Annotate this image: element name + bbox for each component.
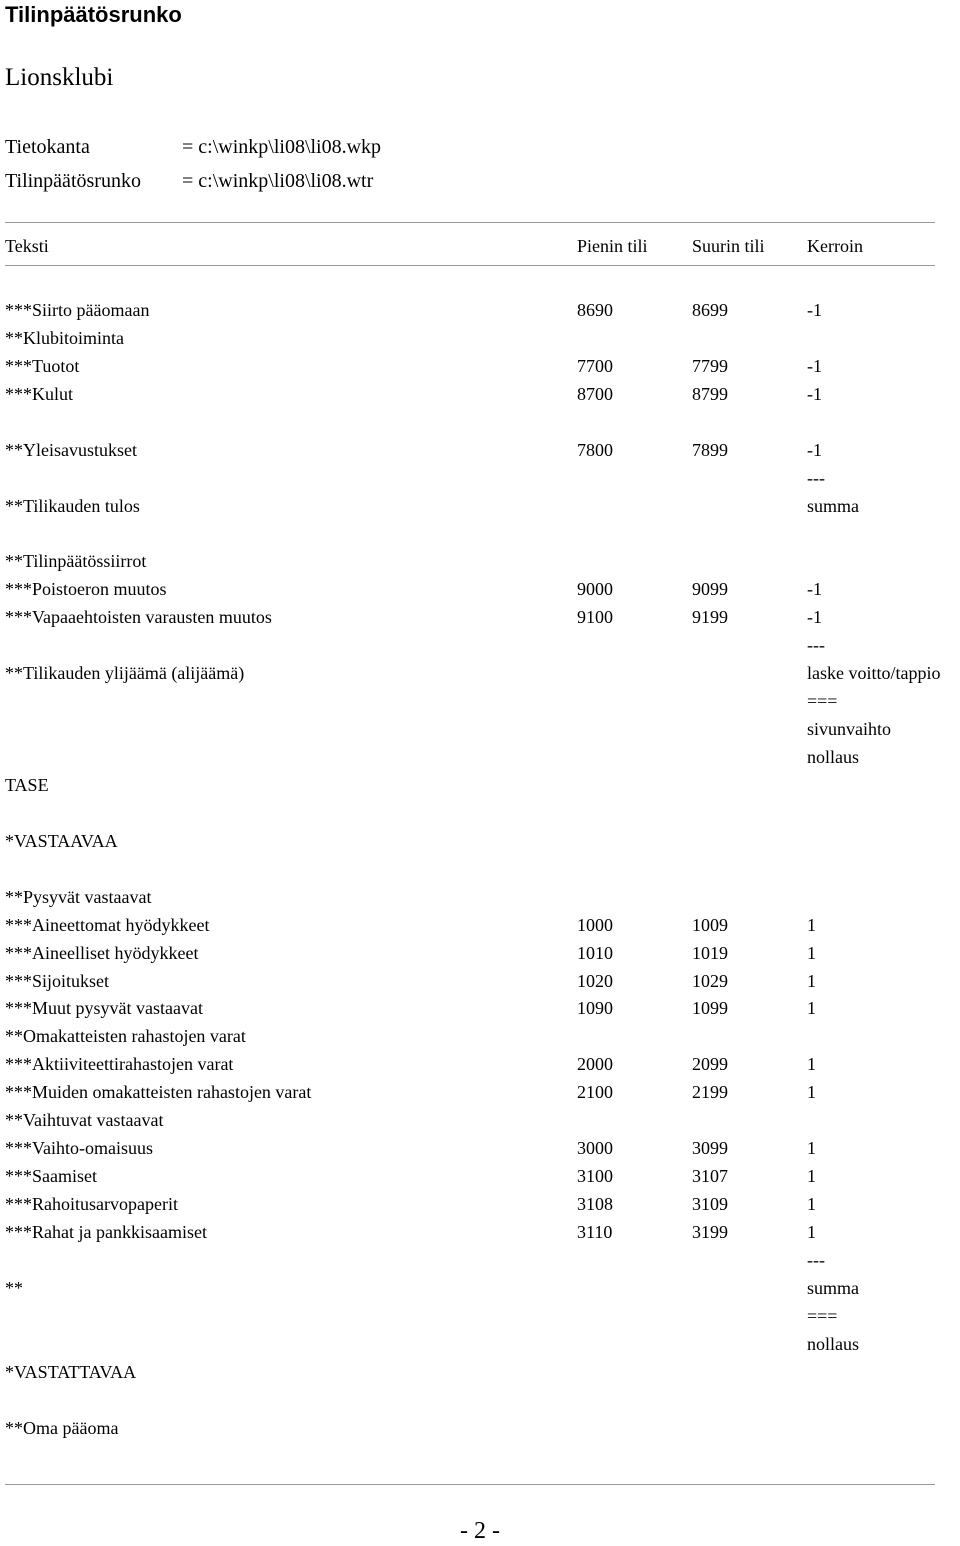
row-factor: 1	[807, 970, 816, 991]
table-row	[0, 1106, 960, 1134]
row-min-account: 3108	[577, 1194, 613, 1214]
column-header-min: Pienin tili	[577, 236, 648, 256]
row-min-account: 2100	[577, 1082, 613, 1103]
row-text: ***Kulut	[5, 383, 74, 404]
table-row	[0, 743, 960, 771]
row-max-account: 3109	[692, 1194, 728, 1214]
document-title: Tilinpäätösrunko	[5, 2, 182, 27]
row-factor: 1	[807, 998, 816, 1019]
row-text: ***Aineelliset hyödykkeet	[5, 942, 199, 963]
row-text: ***Aineettomat hyödykkeet	[5, 914, 210, 935]
row-max-account: 2099	[692, 1054, 728, 1075]
row-text: *VASTAAVAA	[5, 830, 118, 851]
row-max-account: 3099	[692, 1138, 728, 1159]
row-text: **Pysyvät vastaavat	[5, 886, 152, 907]
table-row	[0, 659, 960, 687]
info-label: Tilinpäätösrunko	[5, 170, 141, 192]
table-row	[0, 1414, 960, 1442]
account-rows	[0, 296, 960, 1441]
row-max-account: 7799	[692, 355, 728, 376]
row-factor: 1	[807, 914, 816, 935]
row-factor: -1	[807, 383, 822, 404]
row-max-account: 3107	[692, 1166, 728, 1187]
row-factor: -1	[807, 300, 822, 320]
row-factor: ---	[807, 1249, 825, 1270]
table-row	[0, 492, 960, 520]
row-min-account: 2000	[577, 1054, 613, 1075]
page-number: - 2 -	[460, 1518, 500, 1544]
row-text: *VASTATTAVAA	[5, 1361, 137, 1382]
info-value: = c:\winkp\li08\li08.wtr	[182, 170, 374, 192]
table-row	[0, 1358, 960, 1386]
row-factor: 1	[807, 1054, 816, 1075]
table-row	[0, 1134, 960, 1162]
row-factor: nollaus	[807, 747, 859, 767]
row-factor: -1	[807, 607, 822, 628]
table-row	[0, 1386, 960, 1414]
row-factor: -1	[807, 439, 822, 460]
table-row	[0, 967, 960, 995]
row-text: ***Vapaaehtoisten varausten muutos	[5, 607, 272, 628]
row-factor: -1	[807, 355, 822, 376]
row-text: ***Poistoeron muutos	[5, 579, 167, 600]
row-text: **Vaihtuvat vastaavat	[5, 1110, 164, 1131]
table-row	[0, 603, 960, 631]
row-min-account: 1020	[577, 970, 613, 991]
row-factor: sivunvaihto	[807, 719, 891, 740]
table-row	[0, 715, 960, 743]
row-text: ***Siirto pääomaan	[5, 300, 150, 320]
table-row	[0, 1330, 960, 1358]
row-max-account: 1009	[692, 914, 728, 935]
row-text: ***Rahoitusarvopaperit	[5, 1194, 178, 1214]
info-label: Tietokanta	[5, 136, 90, 158]
row-max-account: 8799	[692, 383, 728, 404]
row-text: TASE	[5, 774, 49, 795]
row-max-account: 1099	[692, 998, 728, 1019]
row-max-account: 8699	[692, 300, 728, 320]
row-factor: ---	[807, 635, 825, 656]
row-text: **Oma pääoma	[5, 1417, 119, 1438]
row-max-account: 2199	[692, 1082, 728, 1103]
table-row	[0, 799, 960, 827]
document-subtitle: Lionsklubi	[5, 64, 114, 91]
footer-rule	[5, 1484, 935, 1485]
row-text: **Omakatteisten rahastojen varat	[5, 1026, 246, 1047]
row-min-account: 1000	[577, 914, 613, 935]
row-factor: -1	[807, 579, 822, 600]
table-row	[0, 687, 960, 715]
table-row	[0, 1190, 960, 1218]
table-row	[0, 380, 960, 408]
row-text: **Yleisavustukset	[5, 439, 137, 460]
row-text: ***Rahat ja pankkisaamiset	[5, 1221, 207, 1242]
table-row	[0, 324, 960, 352]
row-factor: summa	[807, 495, 859, 516]
table-row	[0, 575, 960, 603]
row-min-account: 8700	[577, 383, 613, 404]
header-bottom-rule	[5, 265, 935, 266]
row-factor: laske voitto/tappio	[807, 663, 941, 684]
column-header-text: Teksti	[5, 236, 49, 256]
row-text: **Tilikauden tulos	[5, 495, 140, 516]
row-text: ***Muiden omakatteisten rahastojen varat	[5, 1082, 312, 1103]
table-row	[0, 547, 960, 575]
row-factor: 1	[807, 1221, 816, 1242]
table-row	[0, 520, 960, 548]
row-min-account: 9000	[577, 579, 613, 600]
table-row	[0, 1218, 960, 1246]
table-row	[0, 408, 960, 436]
row-text: **	[5, 1277, 23, 1298]
row-factor: nollaus	[807, 1333, 859, 1354]
table-row	[0, 464, 960, 492]
table-row	[0, 1078, 960, 1106]
table-row	[0, 911, 960, 939]
row-factor: ===	[807, 1305, 838, 1326]
table-row	[0, 1274, 960, 1302]
row-factor: 1	[807, 1194, 816, 1214]
row-text: ***Muut pysyvät vastaavat	[5, 998, 203, 1019]
row-text: **Klubitoiminta	[5, 327, 124, 348]
row-text: ***Vaihto-omaisuus	[5, 1138, 153, 1159]
table-row	[0, 436, 960, 464]
row-factor: 1	[807, 1082, 816, 1103]
row-min-account: 8690	[577, 300, 613, 320]
row-max-account: 1029	[692, 970, 728, 991]
header-top-rule	[5, 222, 935, 223]
table-row	[0, 771, 960, 799]
row-factor: ---	[807, 467, 825, 488]
row-min-account: 7700	[577, 355, 613, 376]
row-text: ***Tuotot	[5, 355, 80, 376]
row-text: ***Sijoitukset	[5, 970, 110, 991]
row-max-account: 9099	[692, 579, 728, 600]
row-text: ***Saamiset	[5, 1166, 97, 1187]
row-max-account: 7899	[692, 439, 728, 460]
row-min-account: 1090	[577, 998, 613, 1019]
info-value: = c:\winkp\li08\li08.wkp	[182, 136, 382, 158]
row-min-account: 3100	[577, 1166, 613, 1187]
row-max-account: 1019	[692, 942, 728, 963]
row-min-account: 9100	[577, 607, 613, 628]
table-row	[0, 994, 960, 1022]
row-min-account: 7800	[577, 439, 613, 460]
row-text: ***Aktiiviteettirahastojen varat	[5, 1054, 234, 1075]
row-max-account: 3199	[692, 1221, 728, 1242]
row-text: **Tilikauden ylijäämä (alijäämä)	[5, 663, 245, 684]
row-min-account: 1010	[577, 942, 613, 963]
table-row	[0, 631, 960, 659]
row-factor: ===	[807, 691, 838, 712]
table-row	[0, 827, 960, 855]
row-factor: 1	[807, 1138, 816, 1159]
table-row	[0, 1246, 960, 1274]
column-header-max: Suurin tili	[692, 236, 765, 256]
table-row	[0, 939, 960, 967]
table-row	[0, 1022, 960, 1050]
table-row	[0, 296, 960, 324]
row-max-account: 9199	[692, 607, 728, 628]
row-min-account: 3000	[577, 1138, 613, 1159]
column-header-factor: Kerroin	[807, 236, 863, 256]
row-factor: 1	[807, 1166, 816, 1187]
table-row	[0, 855, 960, 883]
row-min-account: 3110	[577, 1221, 613, 1242]
table-row	[0, 352, 960, 380]
table-row	[0, 1050, 960, 1078]
table-row	[0, 1302, 960, 1330]
row-factor: summa	[807, 1277, 859, 1298]
row-factor: 1	[807, 942, 816, 963]
table-row	[0, 1162, 960, 1190]
row-text: **Tilinpäätössiirrot	[5, 551, 147, 572]
table-row	[0, 883, 960, 911]
